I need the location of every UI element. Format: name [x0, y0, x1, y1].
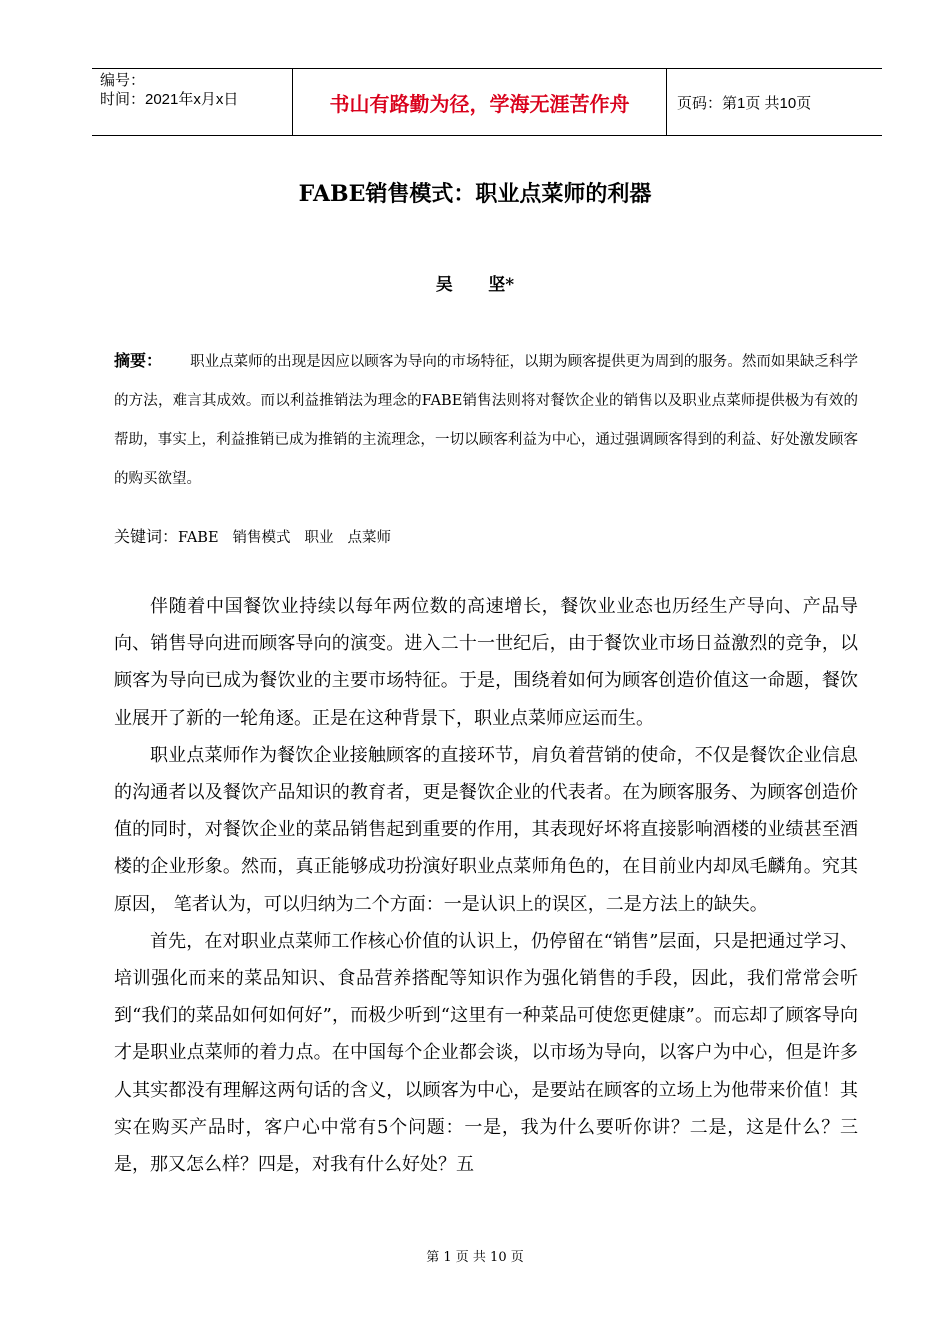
number-label: 编号： — [100, 72, 146, 89]
abstract-label: 摘要： — [114, 351, 163, 370]
page-footer: 第 1 页 共 10 页 — [426, 1250, 524, 1265]
page-header — [92, 68, 882, 136]
body-paragraph: 首先，在对职业点菜师工作核心价值的认识上，仍停留在“销售”层面，只是把通过学习、培训强化而来的菜品知识、食品营养搭配等知识作为强化销售的手段，因此，我们常常会听到“我们的菜品如何如何好”，而极少听到“这里有一种菜品可使您更健康”。而忘却了顾客导向才是职业点菜师的着力点。在中国每个企业都会谈，以市场为导向，以客户为中心，但是许多人其实都没有理解这两句话的含义，以顾客为中心，是要站在顾客的立场上为他带来价值！其实在购买产品时，客户心中常有5个问题：一是，我为什么要听你讲？二是，这是什么？三是，那又怎么样？四是，对我有什么好处？五 — [114, 930, 858, 1176]
keyword: FABE — [178, 530, 219, 546]
keyword: 销售模式 — [232, 530, 291, 546]
keywords — [114, 525, 858, 550]
keyword: 点菜师 — [347, 530, 392, 546]
keywords-label: 关键词： — [114, 527, 179, 546]
body-paragraph: 职业点菜师作为餐饮企业接触顾客的直接环节，肩负着营销的使命，不仅是餐饮企业信息的沟通者以及餐饮产品知识的教育者，更是餐饮企业的代表者。在为顾客服务、为顾客创造价值的同时，对餐饮企业的菜品销售起到重要的作用，其表现好坏将直接影响酒楼的业绩甚至酒楼的企业形象。然而，真正能够成功扮演好职业点菜师角色的，在目前业内却凤毛麟角。究其原因， 笔者认为，可以归纳为二个方面：一是认识上的误区，二是方法上的缺失。 — [114, 744, 858, 915]
document-title: FABE销售模式：职业点菜师的利器 — [298, 181, 652, 207]
abstract — [114, 341, 858, 499]
header-meta — [92, 69, 293, 135]
time-label: 时间：2021年x月x日 — [100, 91, 239, 108]
body-paragraph: 伴随着中国餐饮业持续以每年两位数的高速增长，餐饮业业态也历经生产导向、产品导向、销售导向进而顾客导向的演变。进入二十一世纪后，由于餐饮业市场日益激烈的竞争，以顾客为导向已成为餐饮业的主要市场特征。于是，围绕着如何为顾客创造价值这一命题，餐饮业展开了新的一轮角逐。正是在这种背景下，职业点菜师应运而生。 — [114, 596, 858, 729]
document-author: 吴 坚* — [435, 275, 515, 295]
keyword: 职业 — [304, 530, 334, 546]
abstract-text: 职业点菜师的出现是因应以顾客为导向的市场特征，以期为顾客提供更为周到的服务。然而如果缺乏科学的方法，难言其成效。而以利益推销法为理念的FABE销售法则将对餐饮企业的销售以及职业点菜师提供极为有效的帮助，事实上，利益推销已成为推销的主流理念，一切以顾客利益为中心，通过强调顾客得到的利益、好处激发顾客的购买欲望。 — [114, 354, 858, 487]
document-body — [114, 588, 858, 1183]
header-page-info: 页码：第1页 共10页 — [677, 94, 812, 112]
header-motto: 书山有路勤为径，学海无涯苦作舟 — [293, 69, 667, 135]
